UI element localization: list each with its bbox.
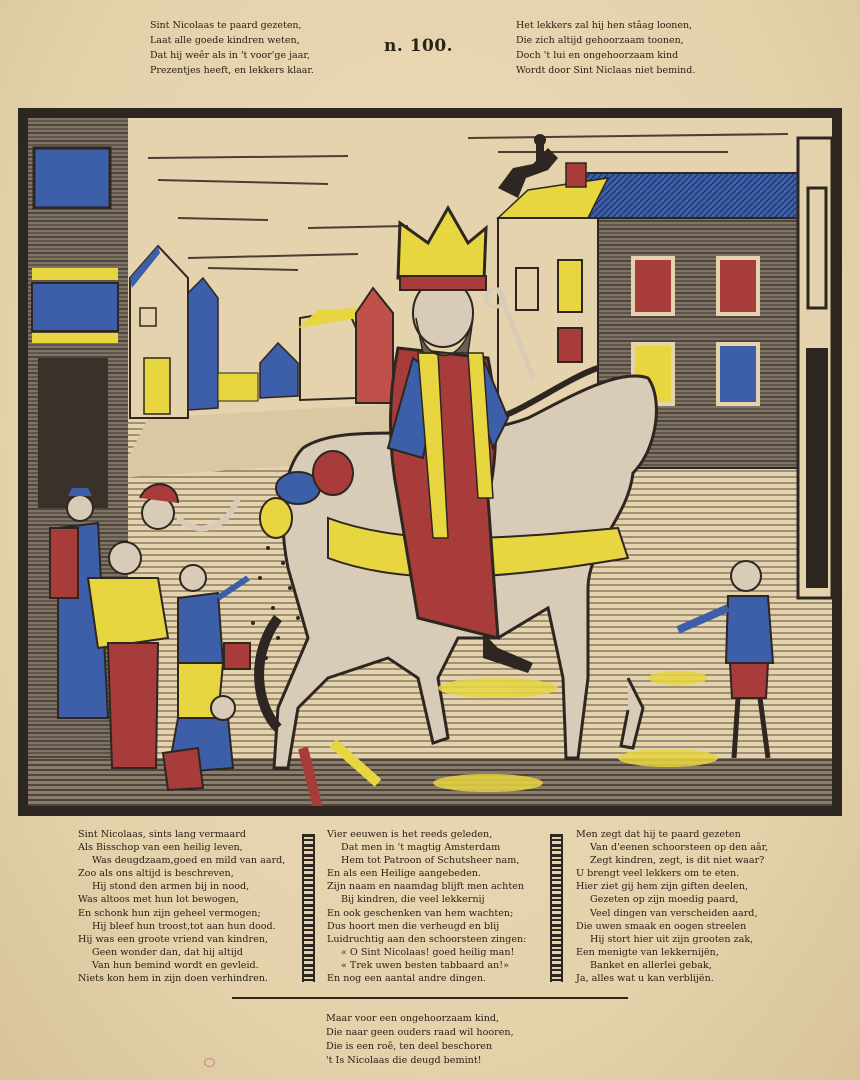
verse-line: Geen wonder dan, dat hij altijd — [92, 946, 243, 958]
verse-line: Hij bleef hun troost,tot aan hun dood. — [92, 920, 276, 932]
verse-line: Het lekkers zal hij hen stâag loonen, — [516, 20, 693, 31]
verse-line: Vier eeuwen is het reeds geleden, — [327, 829, 493, 840]
verse-line: Zegt kindren, zegt, is dit niet waar? — [590, 855, 765, 867]
verse-line: Sint Nicolaas, sints lang vermaard — [78, 829, 246, 840]
verse-line: Hij stond den armen bij in nood, — [92, 881, 250, 893]
verse-line: Van hun bemind wordt en gevleid. — [92, 959, 259, 971]
verse-line: Zoo als ons altijd is beschreven, — [78, 868, 234, 880]
verse-line: Die is een roê, ten deel beschoren — [326, 1041, 493, 1052]
verse-column-3 — [576, 828, 768, 985]
verse-line: Veel dingen van verscheiden aard, — [590, 907, 758, 919]
verse-line: Niets kon hem in zijn doen verhindren. — [78, 973, 268, 985]
verse-line: Die naar geen ouders raad wil hooren, — [326, 1027, 514, 1038]
verse-line: En ook geschenken van hem wachten; — [327, 907, 514, 919]
bottom-verse — [326, 1012, 514, 1068]
top-verse-right — [516, 18, 695, 78]
verse-line: Maar voor een ongehoorzaam kind, — [326, 1013, 500, 1024]
woodcut-illustration — [28, 118, 832, 806]
verse-line: Luidruchtig aan den schoorsteen zingen: — [327, 933, 527, 945]
verse-line: Dat men in 't magtig Amsterdam — [341, 842, 501, 854]
verse-line: Men zegt dat hij te paard gezeten — [576, 829, 741, 840]
verse-line: Doch 't lui en ongehoorzaam kind — [516, 50, 679, 61]
right-edge-building — [798, 138, 832, 598]
verse-line: Was altoos met hun lot bewogen, — [78, 894, 239, 906]
verse-line: Wordt door Sint Niclaas niet bemind. — [516, 65, 696, 76]
verse-line: Hij stort hier uit zijn grooten zak, — [590, 933, 754, 945]
verse-line: U brengt veel lekkers om te eten. — [576, 868, 740, 880]
verse-line: « O Sint Nicolaas! goed heilig man! — [341, 946, 515, 958]
verse-line: « Trek uwen besten tabbaard an!» — [341, 959, 509, 971]
verse-line: Een menigte van lekkernijën, — [576, 946, 719, 958]
verse-line: Sint Nicolaas te paard gezeten, — [150, 20, 302, 31]
verse-line: Van d'eenen schoorsteen op den aâr, — [590, 842, 769, 854]
verse-line: Die uwen smaak en oogen streelen — [576, 920, 747, 932]
column-divider — [550, 834, 563, 982]
verse-line: Was deugdzaam,goed en mild van aard, — [92, 855, 286, 867]
verse-line: Gezeten op zijn moedig paard, — [590, 894, 739, 906]
verse-line: Als Bisschop van een heilig leven, — [78, 842, 243, 854]
verse-line: Die zich altijd gehoorzaam toonen, — [516, 35, 684, 46]
verse-line: Hier ziet gij hem zijn giften deelen, — [576, 881, 749, 893]
ink-stain — [204, 1058, 215, 1067]
verse-column-1 — [78, 828, 285, 985]
verse-line: En schonk hun zijn geheel vermogen; — [78, 907, 261, 919]
print-number: n. 100. — [384, 36, 454, 56]
verse-line: Banket en allerlei gebak, — [590, 959, 712, 971]
column-divider — [302, 834, 315, 982]
verse-line: 't Is Nicolaas die deugd bemint! — [326, 1055, 482, 1066]
verse-line: Ja, alles wat u kan verblijën. — [576, 973, 714, 985]
top-verse-left — [150, 18, 314, 78]
illustration-frame — [18, 108, 842, 816]
verse-line: Hem tot Patroon of Schutsheer nam, — [341, 855, 520, 867]
verse-line: En nog een aantal andre dingen. — [327, 973, 487, 985]
verse-line: Dat hij weêr als in 't voor'ge jaar, — [150, 50, 310, 61]
verse-line: Laat alle goede kindren weten, — [150, 35, 300, 46]
verse-line: Dus hoort men die verheugd en blij — [327, 920, 500, 932]
verse-line: Bij kindren, die veel lekkernij — [341, 894, 485, 906]
verse-line: Zijn naam en naamdag blijft men achten — [327, 881, 525, 893]
horizontal-rule — [232, 997, 628, 999]
verse-column-2 — [327, 828, 526, 985]
verse-line: Prezentjes heeft, en lekkers klaar. — [150, 65, 314, 76]
verse-line: Hij was een groote vriend van kindren, — [78, 933, 268, 945]
verse-line: En als een Heilige aangebeden. — [327, 868, 481, 880]
